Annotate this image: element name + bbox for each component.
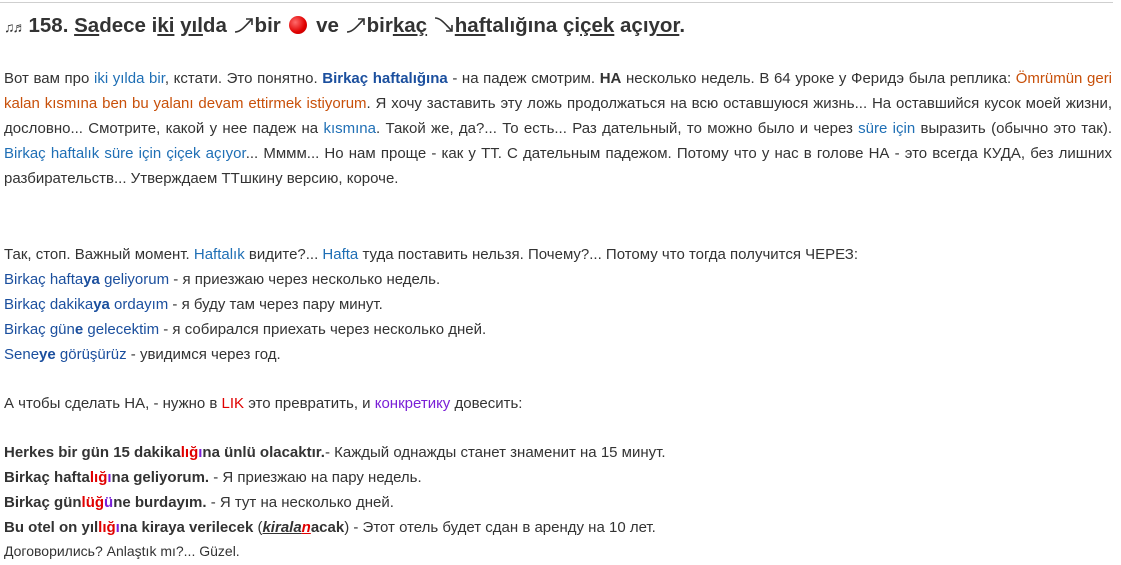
- example-line: Birkaç güne gelecektim - я собирался приехать через несколько дней.: [4, 321, 487, 338]
- haftalik-note: Так, стоп. Важный момент. Haftalık видите?... Hafta туда поставить нельзя. Почему?... Потому что тогда получится ЧЕРЕЗ:: [4, 246, 859, 263]
- link-hafta[interactable]: Hafta: [322, 246, 359, 263]
- link-kismina[interactable]: kısmına: [323, 120, 376, 137]
- example-line: Birkaç dakikaya ordayım - я буду там через пару минут.: [4, 296, 383, 313]
- link-haftalik[interactable]: Haftalık: [193, 246, 245, 263]
- bold-example-line: Bu otel on yıllığına kiraya verilecek (kiralanacak) - Этот отель будет сдан в аренду на 10 лет.: [4, 519, 656, 536]
- closing-line: Договорились? Anlaştık mı?... Güzel.: [4, 543, 240, 559]
- music-notes-icon[interactable]: ♫♬: [4, 19, 25, 35]
- link-konkretiku[interactable]: конкретику: [374, 395, 451, 412]
- lesson-title: ♫♬ 158. Sadece iki yılda bir ve birkaç haftalığına çiçek açıyor.: [4, 14, 686, 37]
- top-divider: [0, 2, 1113, 3]
- rising-intonation-arrow-icon: [345, 16, 367, 34]
- link-haftalik-sure[interactable]: Birkaç haftalık süre için çiçek açıyor: [4, 145, 246, 162]
- bold-example-line: Birkaç haftalığına geliyorum. - Я приезжаю на пару недель.: [4, 469, 422, 486]
- example-line: Birkaç haftaya geliyorum - я приезжаю через несколько недель.: [4, 271, 441, 288]
- link-iki-yilda-bir[interactable]: iki yılda bir: [93, 70, 165, 87]
- lik-instruction: А чтобы сделать НА, - нужно в LIK это превратить, и конкретику довесить:: [4, 395, 523, 412]
- example-line: Seneye görüşürüz - увидимся через год.: [4, 346, 281, 363]
- link-sure-icin[interactable]: süre için: [858, 120, 916, 137]
- falling-intonation-arrow-icon: [433, 16, 455, 34]
- bold-example-line: Birkaç günlüğüne burdayım. - Я тут на несколько дней.: [4, 494, 394, 511]
- intro-paragraph: Вот вам про iki yılda bir, кстати. Это понятно. Birkaç haftalığına - на падеж смотрим. НА несколько недель. В 64 уроке у Феридэ была реплика: Ömrümün geri kalan kısmına ben bu yalanı devam ettirmek istiyorum. Я хочу заставить эту ложь продолжаться на всю оставшуюся жизнь... На оставшийся кусок моей жизни, дословно... Смотрите, какой у нее падеж на kısmına. Такой же, да?... То есть... Раз дательный, то можно было и через süre için выразить (обычно это так). Birkaç haftalık süre için çiçek açıyor... Мммм... Но нам проще - как у ТТ. С дательным падежом. Потому что у нас в голове НА - это всегда КУДА, без лишних разбирательств... Утверждаем ТТшкину версию, короче.: [4, 70, 1113, 187]
- bold-example-line: Herkes bir gün 15 dakikalığına ünlü olacaktır.- Каждый однажды станет знаменит на 15 минут.: [4, 444, 666, 461]
- rising-intonation-arrow-icon: [233, 16, 255, 34]
- red-dot-icon: [289, 16, 307, 34]
